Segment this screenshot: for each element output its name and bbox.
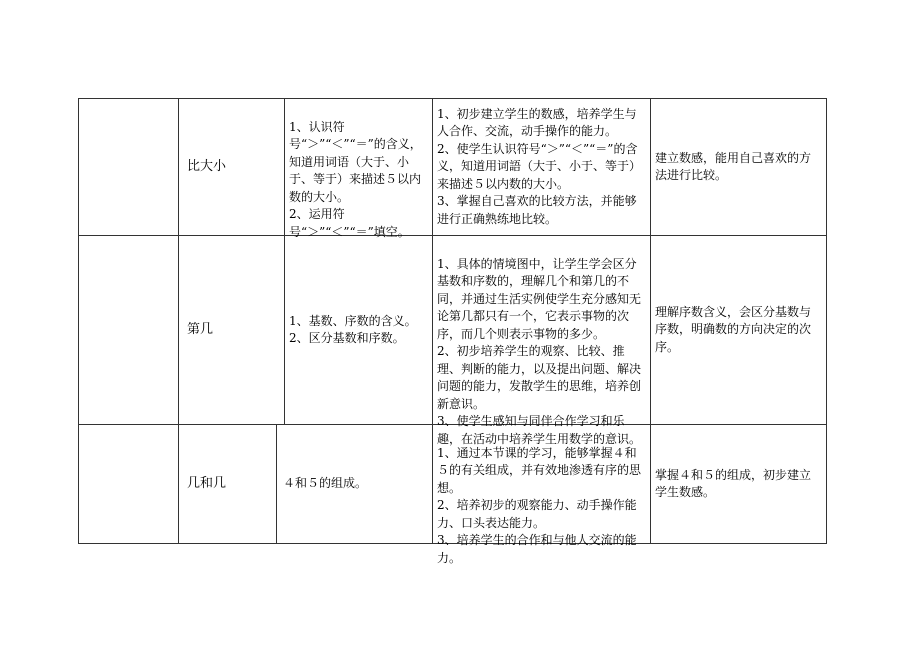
goals-cell — [433, 99, 651, 235]
goals-cell — [433, 425, 651, 565]
unit-cell — [79, 425, 179, 543]
goals-text: 1、通过本节课的学习，能够掌握４和５的有关组成，并有效地渗透有序的思想。 2、培养初步的观察能力、动手操作能力、口头表达能力。 3、培养学生的合作和与他人交流的能力。 — [437, 445, 642, 565]
lesson-title: 比大小 — [187, 159, 227, 175]
goals-cell — [433, 236, 651, 446]
table-row — [79, 99, 826, 239]
focus-text: 理解序数含义，会区分基数与序数，明确数的方向决定的次序。 — [655, 304, 812, 354]
content-text: 1、基数、序数的含义。 2、区分基数和序数。 — [289, 313, 417, 345]
content-text: ４和５的组成。 — [283, 476, 368, 491]
focus-cell — [651, 236, 826, 424]
lesson-title: 几和几 — [187, 476, 227, 492]
table-row — [79, 236, 826, 446]
unit-cell — [79, 236, 179, 424]
goals-text: 1、具体的情境图中，让学生学会区分基数和序数的，理解几个和第几的不同，并通过生活实例使学生充分感知无论第几都只有一个，它表示事物的次序，而几个则表示事物的多少。 2、初步培养学生的观察、比较、推理、判断的能力，以及提出问题、解决问题的能力，发散学生的思维，培养创新意识。 3、使学生感知与同伴合作学习和乐趣，在活动中培养学生用数学的意识。 — [437, 256, 642, 446]
content-cell — [277, 425, 433, 543]
focus-text: 建立数感，能用自己喜欢的方法进行比较。 — [655, 150, 812, 182]
unit-cell — [79, 99, 179, 235]
focus-text: 掌握４和５的组成，初步建立学生数感。 — [655, 467, 812, 499]
lesson-title: 第几 — [187, 322, 214, 338]
goals-text: 1、初步建立学生的数感，培养学生与人合作、交流，动手操作的能力。 2、使学生认识符号“＞”“＜”“＝”的含义，知道用词語（大于、小于、等于）来描述５以内数的大小。 3、掌握自己喜欢的比较方法，并能够进行正确熟练地比较。 — [437, 106, 642, 226]
lesson-plan-table — [78, 98, 827, 565]
content-text: 1、认识符号“＞”“＜”“＝”的含义，知道用词语（大于、小于、等于）来描述５以内数的大小。 2、运用符号“＞”“＜”“＝”填空。 — [289, 119, 422, 239]
focus-cell — [651, 99, 826, 235]
lesson-title-cell — [179, 425, 277, 543]
lesson-title-cell — [179, 99, 285, 235]
content-cell — [285, 236, 433, 424]
content-cell — [285, 99, 433, 239]
table-row — [79, 425, 826, 565]
lesson-title-cell — [179, 236, 285, 424]
focus-cell — [651, 425, 826, 543]
